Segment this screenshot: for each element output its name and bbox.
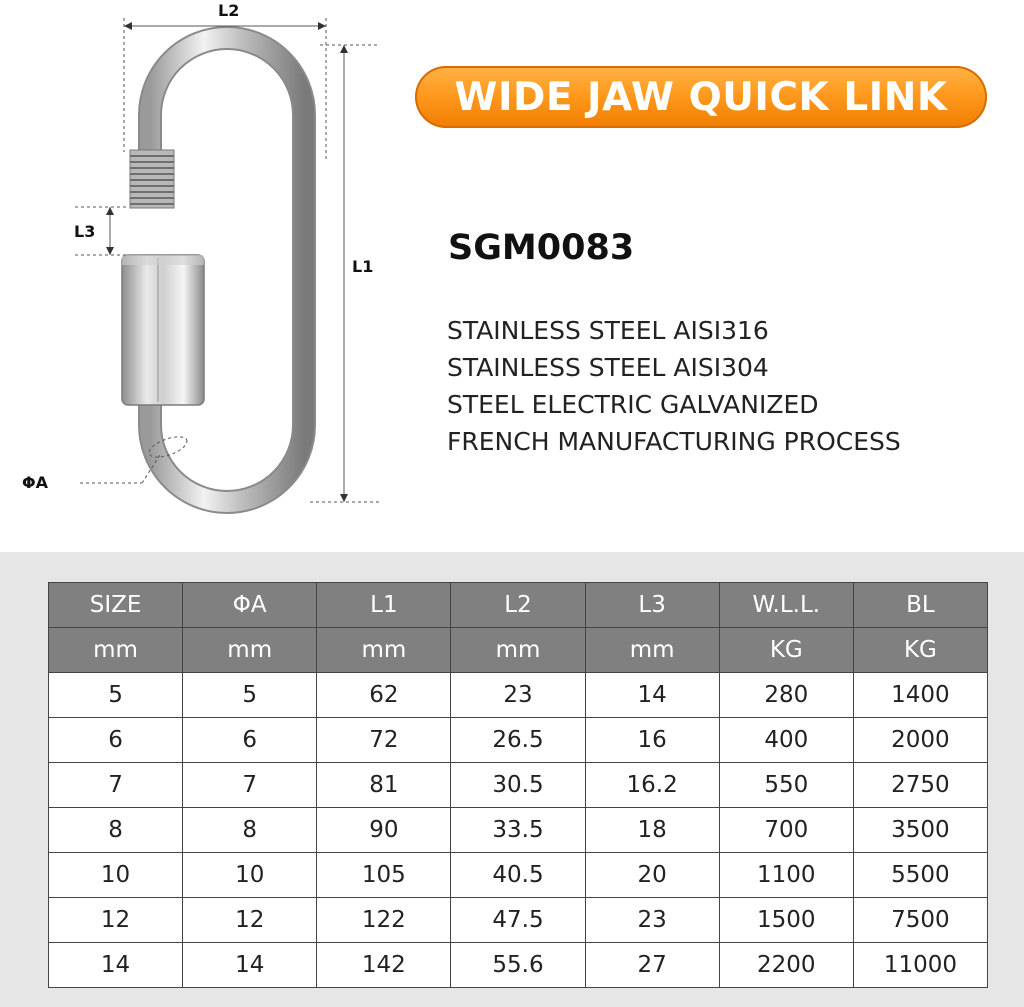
table-cell: 7500 xyxy=(853,898,987,943)
feature-item: STAINLESS STEEL AISI304 xyxy=(447,353,769,382)
table-row xyxy=(49,943,988,988)
table-cell: 23 xyxy=(585,898,719,943)
feature-item: FRENCH MANUFACTURING PROCESS xyxy=(447,427,901,456)
hex-nut xyxy=(122,255,204,405)
table-cell: 1400 xyxy=(853,673,987,718)
table-cell: 55.6 xyxy=(451,943,585,988)
table-cell: 20 xyxy=(585,853,719,898)
table-cell: 10 xyxy=(49,853,183,898)
table-cell: 2000 xyxy=(853,718,987,763)
table-cell: 6 xyxy=(49,718,183,763)
table-cell: 400 xyxy=(719,718,853,763)
header-cell: BL xyxy=(853,583,987,628)
header-cell: L2 xyxy=(451,583,585,628)
table-cell: 11000 xyxy=(853,943,987,988)
table-cell: 33.5 xyxy=(451,808,585,853)
header-cell: W.L.L. xyxy=(719,583,853,628)
table-cell: 1100 xyxy=(719,853,853,898)
table-row xyxy=(49,898,988,943)
unit-cell: mm xyxy=(585,628,719,673)
table-cell: 40.5 xyxy=(451,853,585,898)
unit-cell: mm xyxy=(49,628,183,673)
table-cell: 26.5 xyxy=(451,718,585,763)
header-cell: L1 xyxy=(317,583,451,628)
table-cell: 1500 xyxy=(719,898,853,943)
banner-title: WIDE JAW QUICK LINK xyxy=(454,74,948,120)
table-cell: 62 xyxy=(317,673,451,718)
table-cell: 10 xyxy=(183,853,317,898)
unit-cell: mm xyxy=(183,628,317,673)
unit-row xyxy=(49,628,988,673)
table-cell: 5 xyxy=(49,673,183,718)
table-cell: 550 xyxy=(719,763,853,808)
table-cell: 7 xyxy=(49,763,183,808)
table-cell: 105 xyxy=(317,853,451,898)
quick-link-diagram xyxy=(0,0,420,552)
table-cell: 12 xyxy=(49,898,183,943)
table-cell: 30.5 xyxy=(451,763,585,808)
label-phi-a: ΦA xyxy=(22,473,48,492)
header-row xyxy=(49,583,988,628)
table-cell: 3500 xyxy=(853,808,987,853)
table-row xyxy=(49,808,988,853)
table-row xyxy=(49,763,988,808)
table-cell: 81 xyxy=(317,763,451,808)
model-number: SGM0083 xyxy=(448,228,635,268)
table-cell: 27 xyxy=(585,943,719,988)
feature-list xyxy=(447,312,901,460)
table-cell: 14 xyxy=(183,943,317,988)
table-cell: 18 xyxy=(585,808,719,853)
table-cell: 14 xyxy=(585,673,719,718)
table-cell: 47.5 xyxy=(451,898,585,943)
table-cell: 122 xyxy=(317,898,451,943)
table-cell: 8 xyxy=(49,808,183,853)
table-row xyxy=(49,673,988,718)
feature-item: STEEL ELECTRIC GALVANIZED xyxy=(447,390,819,419)
header-cell: SIZE xyxy=(49,583,183,628)
table-cell: 2200 xyxy=(719,943,853,988)
table-row xyxy=(49,853,988,898)
table-cell: 5 xyxy=(183,673,317,718)
unit-cell: mm xyxy=(317,628,451,673)
table-cell: 23 xyxy=(451,673,585,718)
table-row xyxy=(49,718,988,763)
table-cell: 142 xyxy=(317,943,451,988)
unit-cell: KG xyxy=(719,628,853,673)
table-cell: 7 xyxy=(183,763,317,808)
table-cell: 12 xyxy=(183,898,317,943)
title-banner xyxy=(415,66,987,128)
label-l1: L1 xyxy=(352,257,374,276)
label-l2: L2 xyxy=(218,1,240,20)
table-cell: 6 xyxy=(183,718,317,763)
table-cell: 72 xyxy=(317,718,451,763)
table-cell: 5500 xyxy=(853,853,987,898)
table-cell: 16 xyxy=(585,718,719,763)
header-cell: L3 xyxy=(585,583,719,628)
feature-item: STAINLESS STEEL AISI316 xyxy=(447,316,769,345)
table-cell: 8 xyxy=(183,808,317,853)
unit-cell: mm xyxy=(451,628,585,673)
unit-cell: KG xyxy=(853,628,987,673)
table-cell: 16.2 xyxy=(585,763,719,808)
table-cell: 700 xyxy=(719,808,853,853)
table-cell: 2750 xyxy=(853,763,987,808)
threaded-end xyxy=(130,150,174,208)
header-cell: ΦA xyxy=(183,583,317,628)
dimension-lines xyxy=(75,18,380,502)
table-cell: 280 xyxy=(719,673,853,718)
label-l3: L3 xyxy=(74,222,96,241)
table-cell: 14 xyxy=(49,943,183,988)
table-cell: 90 xyxy=(317,808,451,853)
spec-table xyxy=(48,582,988,988)
